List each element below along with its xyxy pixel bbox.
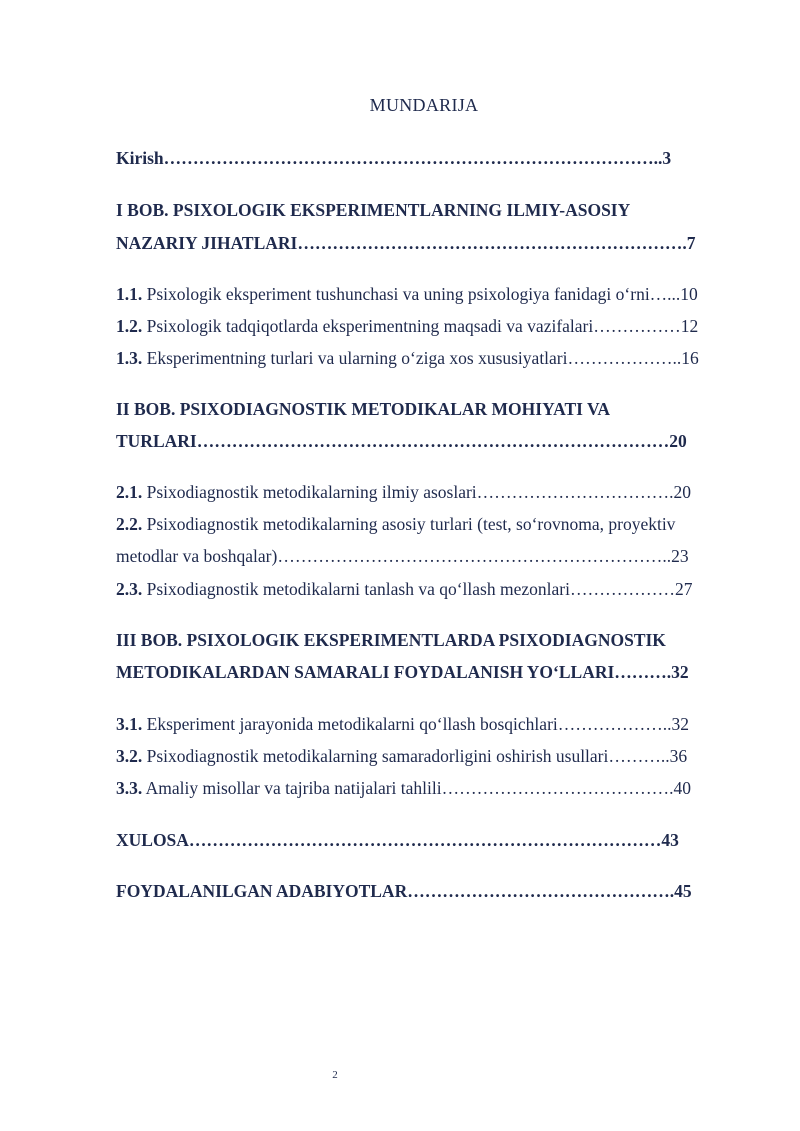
toc-entry-xulosa: XULOSA………………………………………………………………………43: [116, 830, 679, 850]
toc-chapter-3-line-2: METODIKALARDAN SAMARALI FOYDALANISH YO‘LLARI……….32: [116, 662, 689, 682]
toc-chapter-2-line-1: II BOB. PSIXODIAGNOSTIK METODIKALAR MOHIYATI VA: [116, 399, 610, 419]
section-title: Psixodiagnostik metodikalarning asosiy turlari (test, so‘rovnoma, proyektiv: [142, 514, 676, 534]
section-number: 1.3.: [116, 348, 143, 368]
toc-section-1-1: [116, 284, 698, 305]
toc-section-2-1: [116, 482, 691, 503]
toc-entry-bibliography: FOYDALANILGAN ADABIYOTLAR……………………………………….45: [116, 881, 692, 901]
section-title: Eksperiment jarayonida metodikalarni qo‘llash bosqichlari………………..32: [142, 714, 690, 734]
section-number: 1.1.: [116, 284, 143, 304]
toc-chapter-1-line-2: NAZARIY JIHATLARI………………………………………………………….7: [116, 233, 696, 253]
page-number: 2: [332, 1069, 338, 1081]
toc-section-2-2: [116, 514, 675, 535]
section-title: Psixologik eksperiment tushunchasi va uning psixologiya fanidagi o‘rni…...10: [142, 284, 698, 304]
toc-entry-kirish: Kirish…………………………………………………………………………..3: [116, 148, 672, 168]
toc-section-3-2: [116, 746, 687, 767]
section-title: Psixodiagnostik metodikalarni tanlash va qo‘llash mezonlari………………27: [142, 579, 693, 599]
section-title: Eksperimentning turlari va ularning o‘ziga xos xususiyatlari………………..16: [142, 348, 699, 368]
section-number: 2.2.: [116, 514, 143, 534]
section-title: Psixodiagnostik metodikalarning samaradorligini oshirish usullari………..36: [142, 746, 688, 766]
toc-section-2-3: [116, 579, 692, 600]
toc-chapter-2-line-2: TURLARI………………………………………………………………………20: [116, 431, 687, 451]
section-title: Amaliy misollar va tajriba natijalari tahlili………………………………….40: [142, 778, 691, 798]
section-number: 3.3.: [116, 778, 143, 798]
section-number: 3.1.: [116, 714, 143, 734]
section-title: Psixodiagnostik metodikalarning ilmiy asoslari…………………………….20: [142, 482, 692, 502]
toc-chapter-3-line-1: III BOB. PSIXOLOGIK EKSPERIMENTLARDA PSIXODIAGNOSTIK: [116, 630, 666, 650]
section-number: 2.1.: [116, 482, 143, 502]
section-number: 1.2.: [116, 316, 143, 336]
toc-section-3-1: [116, 714, 689, 735]
section-number: 2.3.: [116, 579, 143, 599]
toc-chapter-1-line-1: I BOB. PSIXOLOGIK EKSPERIMENTLARNING ILMIY-ASOSIY: [116, 200, 631, 220]
toc-section-3-3: [116, 778, 691, 799]
section-number: 3.2.: [116, 746, 143, 766]
toc-section-1-2: [116, 316, 698, 337]
section-title: Psixologik tadqiqotlarda eksperimentning maqsadi va vazifalari……………12: [142, 316, 699, 336]
toc-section-2-2-continued: metodlar va boshqalar)…………………………………………………………..23: [116, 546, 689, 566]
page-title: MUNDARIJA: [369, 95, 479, 115]
toc-section-1-3: [116, 348, 699, 369]
